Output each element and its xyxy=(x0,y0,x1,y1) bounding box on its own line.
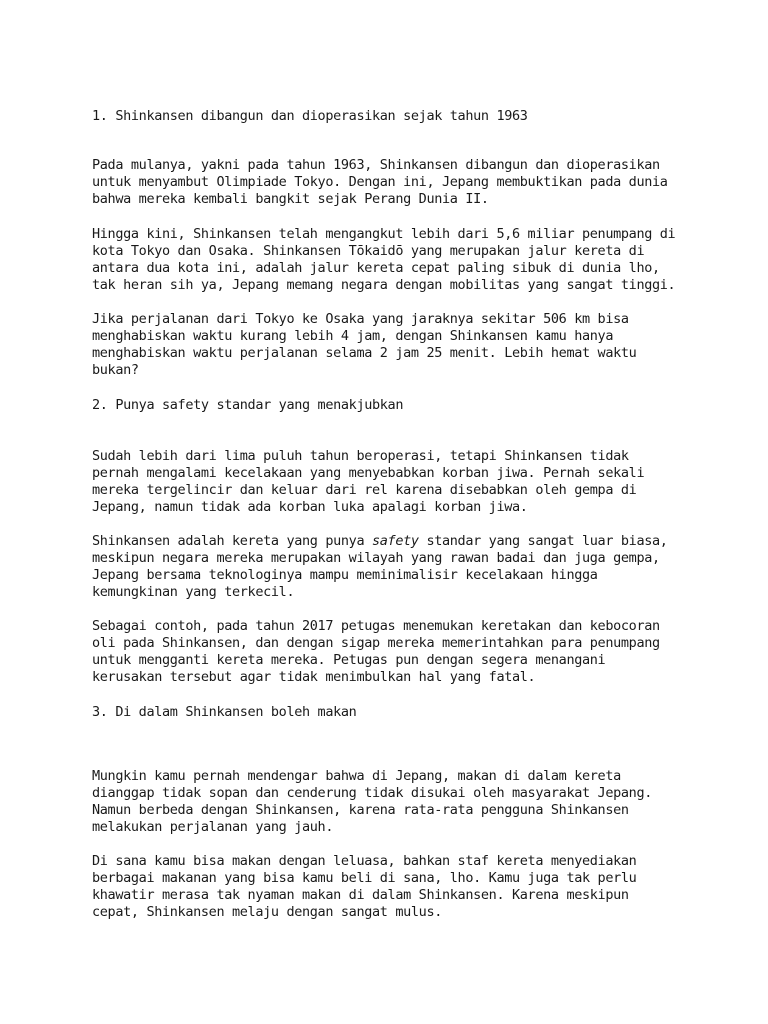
section-heading-2: 2. Punya safety standar yang menakjubkan xyxy=(92,397,404,413)
section-heading-1: 1. Shinkansen dibangun dan dioperasikan sejak tahun 1963 xyxy=(92,108,528,124)
paragraph-2-1: Sudah lebih dari lima puluh tahun beroperasi, tetapi Shinkansen tidak pernah mengalami kecelakaan yang menyebabkan korban jiwa. Pernah sekali mereka tergelincir dan keluar dari rel karena disebabkan oleh gempa di Jepang, namun tidak ada korban luka apalagi korban jiwa. xyxy=(92,448,645,515)
paragraph-1-3: Jika perjalanan dari Tokyo ke Osaka yang jaraknya sekitar 506 km bisa menghabiskan waktu kurang lebih 4 jam, dengan Shinkansen kamu hanya menghabiskan waktu perjalanan selama 2 jam 25 menit. Lebih hemat waktu bukan? xyxy=(92,311,637,378)
paragraph-3-2: Di sana kamu bisa makan dengan leluasa, bahkan staf kereta menyediakan berbagai makanan yang bisa kamu beli di sana, lho. Kamu juga tak perlu khawatir merasa tak nyaman makan di dalam Shinkansen. Karena meskipun cepat, Shinkansen melaju dengan sangat mulus. xyxy=(92,853,637,920)
paragraph-1-2: Hingga kini, Shinkansen telah mengangkut lebih dari 5,6 miliar penumpang di kota Tokyo dan Osaka. Shinkansen Tōkaidō yang merupakan jalur kereta di antara dua kota ini, adalah jalur kereta cepat paling sibuk di dunia lho, tak heran sih ya, Jepang memang negara dengan mobilitas yang sangat tinggi. xyxy=(92,226,676,293)
section-heading-3: 3. Di dalam Shinkansen boleh makan xyxy=(92,704,357,720)
paragraph-3-1: Mungkin kamu pernah mendengar bahwa di Jepang, makan di dalam kereta dianggap tidak sopan dan cenderung tidak disukai oleh masyarakat Jepang. Namun berbeda dengan Shinkansen, karena rata-rata pengguna Shinkansen melakukan perjalanan yang jauh. xyxy=(92,768,652,835)
paragraph-2-3: Sebagai contoh, pada tahun 2017 petugas menemukan keretakan dan kebocoran oli pada Shinkansen, dan dengan sigap mereka memerintahkan para penumpang untuk mengganti kereta mereka. Petugas pun dengan segera menangani kerusakan tersebut agar tidak menimbulkan hal yang fatal. xyxy=(92,618,660,685)
emphasis-safety: safety xyxy=(372,533,419,549)
paragraph-1-1: Pada mulanya, yakni pada tahun 1963, Shinkansen dibangun dan dioperasikan untuk menyambut Olimpiade Tokyo. Dengan ini, Jepang membuktikan pada dunia bahwa mereka kembali bangkit sejak Perang Dunia II. xyxy=(92,157,668,207)
paragraph-2-2: Shinkansen adalah kereta yang punya safety standar yang sangat luar biasa, meskipun negara mereka merupakan wilayah yang rawan badai dan juga gempa, Jepang bersama teknologinya mampu meminimalisir kecelakaan hingga kemungkinan yang terkecil. xyxy=(92,533,668,600)
